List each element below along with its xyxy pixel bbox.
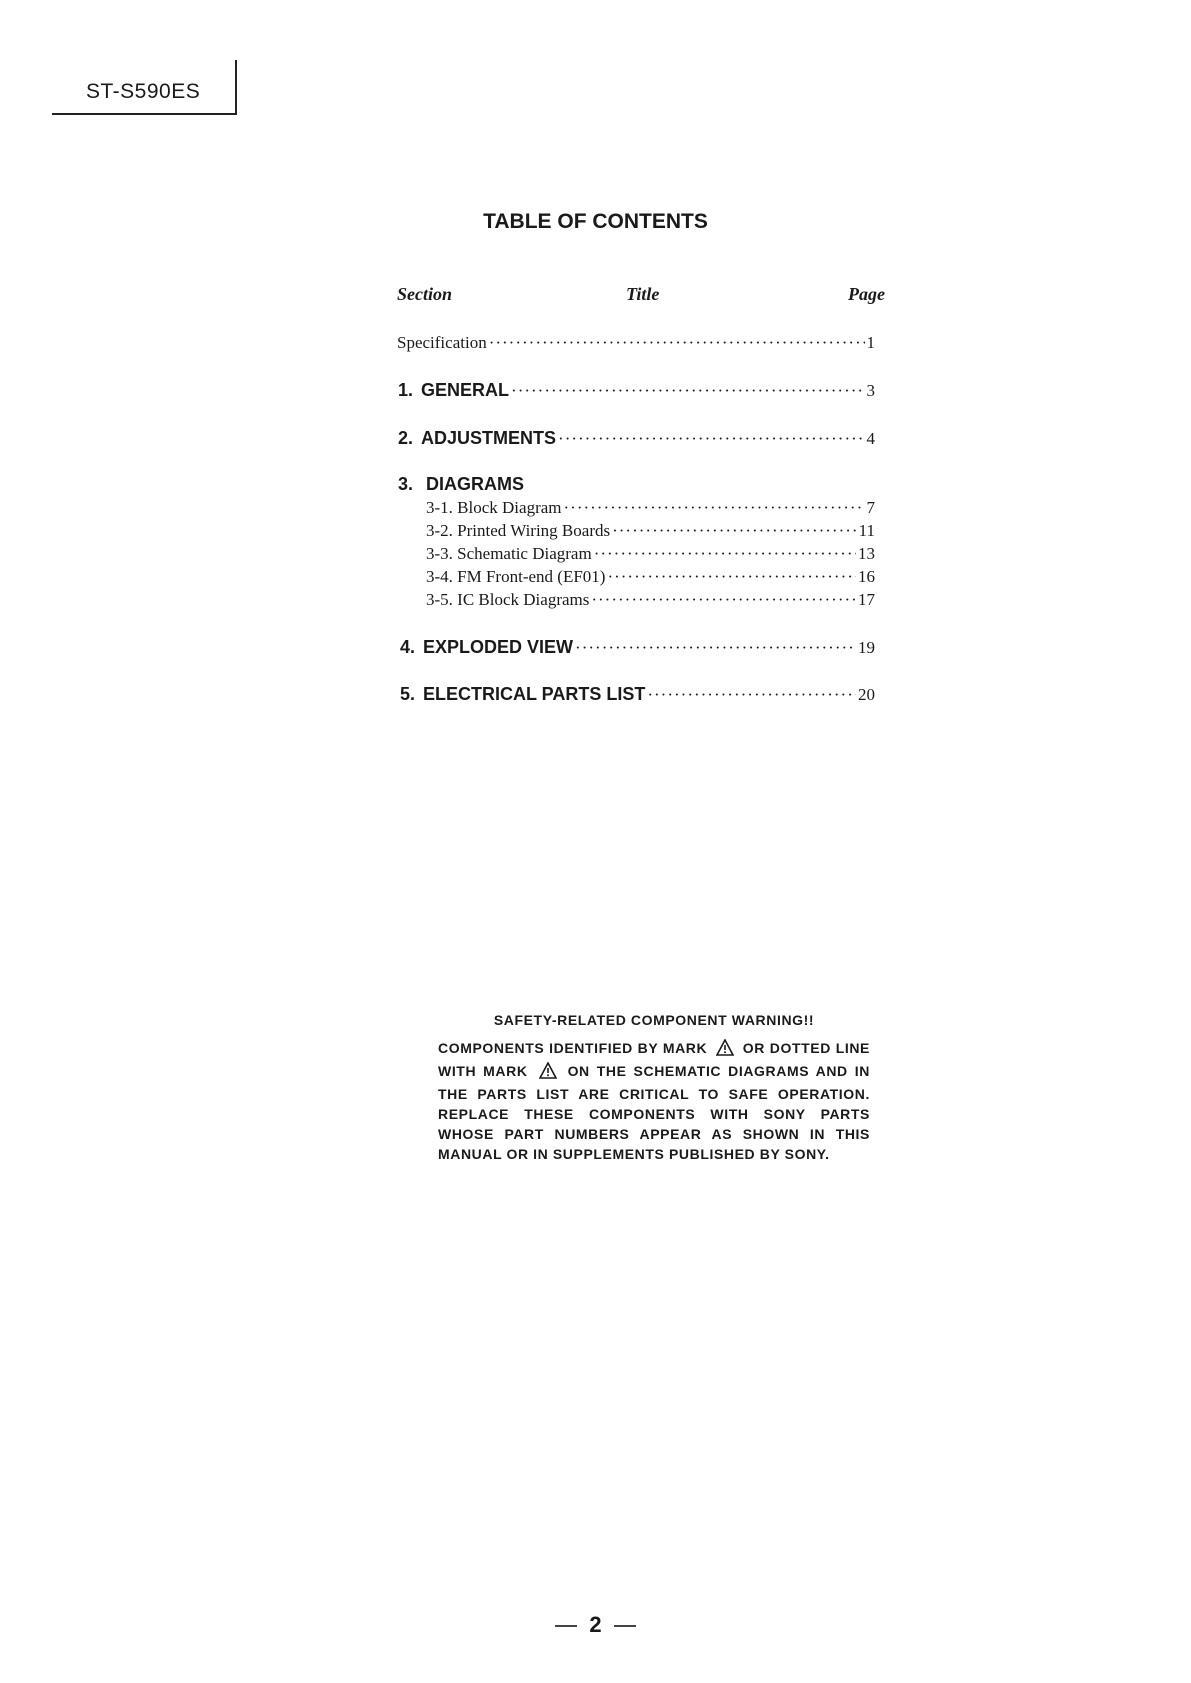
- toc-entry-electrical-parts-list[interactable]: [400, 684, 875, 705]
- toc-entry-page: 3: [866, 381, 875, 400]
- toc-entry-page: 4: [866, 429, 875, 448]
- toc-section-number: 5.: [400, 684, 416, 704]
- model-number: ST-S590ES: [86, 80, 201, 103]
- toc-entry-label: 3-2. Printed Wiring Boards: [426, 521, 611, 540]
- toc-entry-page: 16: [858, 567, 875, 586]
- dash-left: [555, 1625, 577, 1627]
- safety-mark-icon: [539, 1062, 557, 1084]
- toc-entry-page: 13: [858, 544, 875, 563]
- dot-leader: [564, 498, 865, 518]
- dot-leader: [558, 429, 864, 449]
- toc-entry-label: 3-1. Block Diagram: [426, 498, 562, 517]
- dot-leader: [647, 685, 856, 705]
- toc-entry-label: EXPLODED VIEW: [423, 637, 574, 657]
- dot-leader: [591, 590, 856, 610]
- page-title: TABLE OF CONTENTS: [483, 210, 708, 233]
- toc-entry-page: 19: [858, 638, 875, 657]
- column-header-page: Page: [848, 284, 885, 304]
- toc-section-number: 2.: [398, 428, 414, 448]
- toc-entry-specification[interactable]: [397, 333, 875, 353]
- toc-entry-page: 20: [858, 685, 875, 704]
- toc-entry-label: ELECTRICAL PARTS LIST: [423, 684, 646, 704]
- column-header-section: Section: [397, 284, 453, 304]
- safety-warning-text-1: COMPONENTS IDENTIFIED BY MARK: [438, 1040, 708, 1056]
- safety-warning-text-3: ON THE SCHEMATIC DIAGRAMS AND IN THE PARTS LIST ARE CRITICAL TO SAFE OPERATION. REPLACE THESE COMPONENTS WITH SONY PARTS WHOSE PART NUMBERS APPEAR AS SHOWN IN THIS MANUAL OR IN SUPPLEMENTS PUBLISHED BY SONY.: [438, 1063, 870, 1162]
- toc-section-number: 1.: [398, 380, 414, 400]
- toc-entry-label: DIAGRAMS: [426, 474, 525, 494]
- toc-subentry-fm-front-end[interactable]: [426, 567, 875, 587]
- toc-entry-label: ADJUSTMENTS: [421, 428, 557, 448]
- toc-entry-adjustments[interactable]: [398, 428, 875, 449]
- dot-leader: [612, 521, 857, 541]
- dot-leader: [594, 544, 856, 564]
- safety-warning-body: [438, 1038, 870, 1164]
- toc-entry-general[interactable]: [398, 380, 875, 401]
- dot-leader: [511, 381, 864, 401]
- toc-subentry-schematic-diagram[interactable]: [426, 544, 875, 564]
- page-number: [0, 1612, 1191, 1638]
- toc-entry-page: 7: [866, 498, 875, 517]
- dash-right: [614, 1625, 636, 1627]
- toc-entry-label: 3-4. FM Front-end (EF01): [426, 567, 606, 586]
- toc-entry-page: 1: [866, 333, 875, 352]
- toc-section-number: 4.: [400, 637, 416, 657]
- toc-entry-label: Specification: [397, 333, 487, 352]
- page-number-value: 2: [589, 1612, 602, 1637]
- safety-warning-title: SAFETY-RELATED COMPONENT WARNING!!: [493, 1012, 815, 1028]
- dot-leader: [489, 333, 865, 353]
- toc-entry-label: 3-3. Schematic Diagram: [426, 544, 592, 563]
- toc-subentry-block-diagram[interactable]: [426, 498, 875, 518]
- toc-section-number: 3.: [398, 474, 414, 494]
- toc-entry-exploded-view[interactable]: [400, 637, 875, 658]
- toc-entry-label: GENERAL: [421, 380, 510, 400]
- toc-subentry-printed-wiring-boards[interactable]: [426, 521, 875, 541]
- safety-warning: [438, 1010, 870, 1164]
- safety-mark-icon: [716, 1039, 734, 1061]
- toc-entry-page: 17: [858, 590, 875, 609]
- dot-leader: [575, 638, 856, 658]
- safety-warning-text-2: OR DOTTED LINE WITH MARK: [438, 1040, 870, 1079]
- toc-entry-label: 3-5. IC Block Diagrams: [426, 590, 590, 609]
- toc-subentry-ic-block-diagrams[interactable]: [426, 590, 875, 610]
- toc-entry-page: 11: [858, 521, 875, 540]
- toc-entry-diagrams[interactable]: [398, 474, 524, 495]
- dot-leader: [607, 567, 856, 587]
- column-header-title: Title: [626, 284, 660, 304]
- model-header-box: [52, 60, 237, 115]
